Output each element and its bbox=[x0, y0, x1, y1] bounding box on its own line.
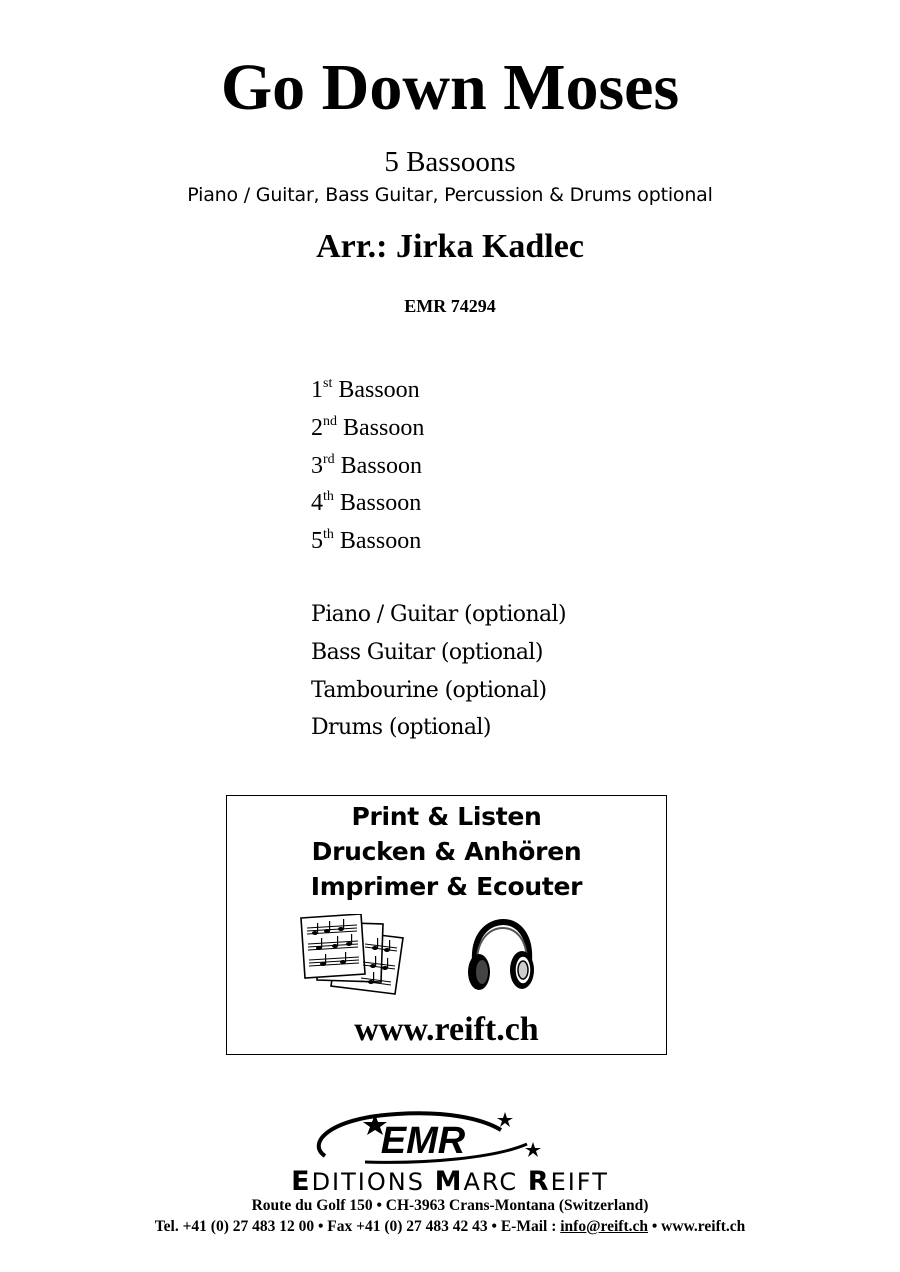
optional-part-item: Tambourine (optional) bbox=[311, 677, 547, 703]
emr-logo-text: EMR bbox=[380, 1120, 466, 1162]
sheet-music-icon bbox=[299, 914, 411, 996]
part-item: 4th Bassoon bbox=[311, 489, 422, 517]
publisher-address: Route du Golf 150 • CH-3963 Crans-Montana (Switzerland) bbox=[251, 1197, 649, 1214]
catalog-number: EMR 74294 bbox=[404, 296, 496, 316]
title: Go Down Moses bbox=[220, 51, 680, 124]
email-link[interactable]: info@reift.ch bbox=[560, 1218, 648, 1235]
print-listen-line-de: Drucken & Anhören bbox=[311, 837, 582, 866]
print-listen-line-en: Print & Listen bbox=[351, 802, 542, 831]
optional-instruments-line: Piano / Guitar, Bass Guitar, Percussion & Drums optional bbox=[187, 184, 713, 206]
optional-part-item: Piano / Guitar (optional) bbox=[311, 602, 566, 627]
part-item: 1st Bassoon bbox=[311, 376, 420, 403]
print-listen-line-fr: Imprimer & Ecouter bbox=[310, 872, 583, 901]
publisher-contact: Tel. +41 (0) 27 483 12 00 • Fax +41 (0) 27 483 42 43 • E-Mail : info@reift.ch • www.reift.ch bbox=[154, 1218, 746, 1235]
arranger: Arr.: Jirka Kadlec bbox=[316, 228, 584, 265]
optional-part-item: Bass Guitar (optional) bbox=[311, 639, 543, 665]
part-item: 5th Bassoon bbox=[311, 527, 422, 555]
print-listen-box bbox=[226, 795, 667, 1055]
website-url[interactable]: www.reift.ch bbox=[354, 1011, 539, 1048]
headphones-icon bbox=[465, 918, 537, 994]
optional-parts-list bbox=[311, 596, 731, 747]
part-item: 3rd Bassoon bbox=[311, 451, 423, 479]
subtitle: 5 Bassoons bbox=[384, 146, 516, 178]
parts-list bbox=[311, 372, 711, 561]
emr-logo bbox=[305, 1108, 545, 1168]
optional-part-item: Drums (optional) bbox=[311, 715, 491, 741]
part-item: 2nd Bassoon bbox=[311, 413, 425, 441]
publisher-name: EDITIONS MARC REIFT bbox=[291, 1166, 609, 1197]
